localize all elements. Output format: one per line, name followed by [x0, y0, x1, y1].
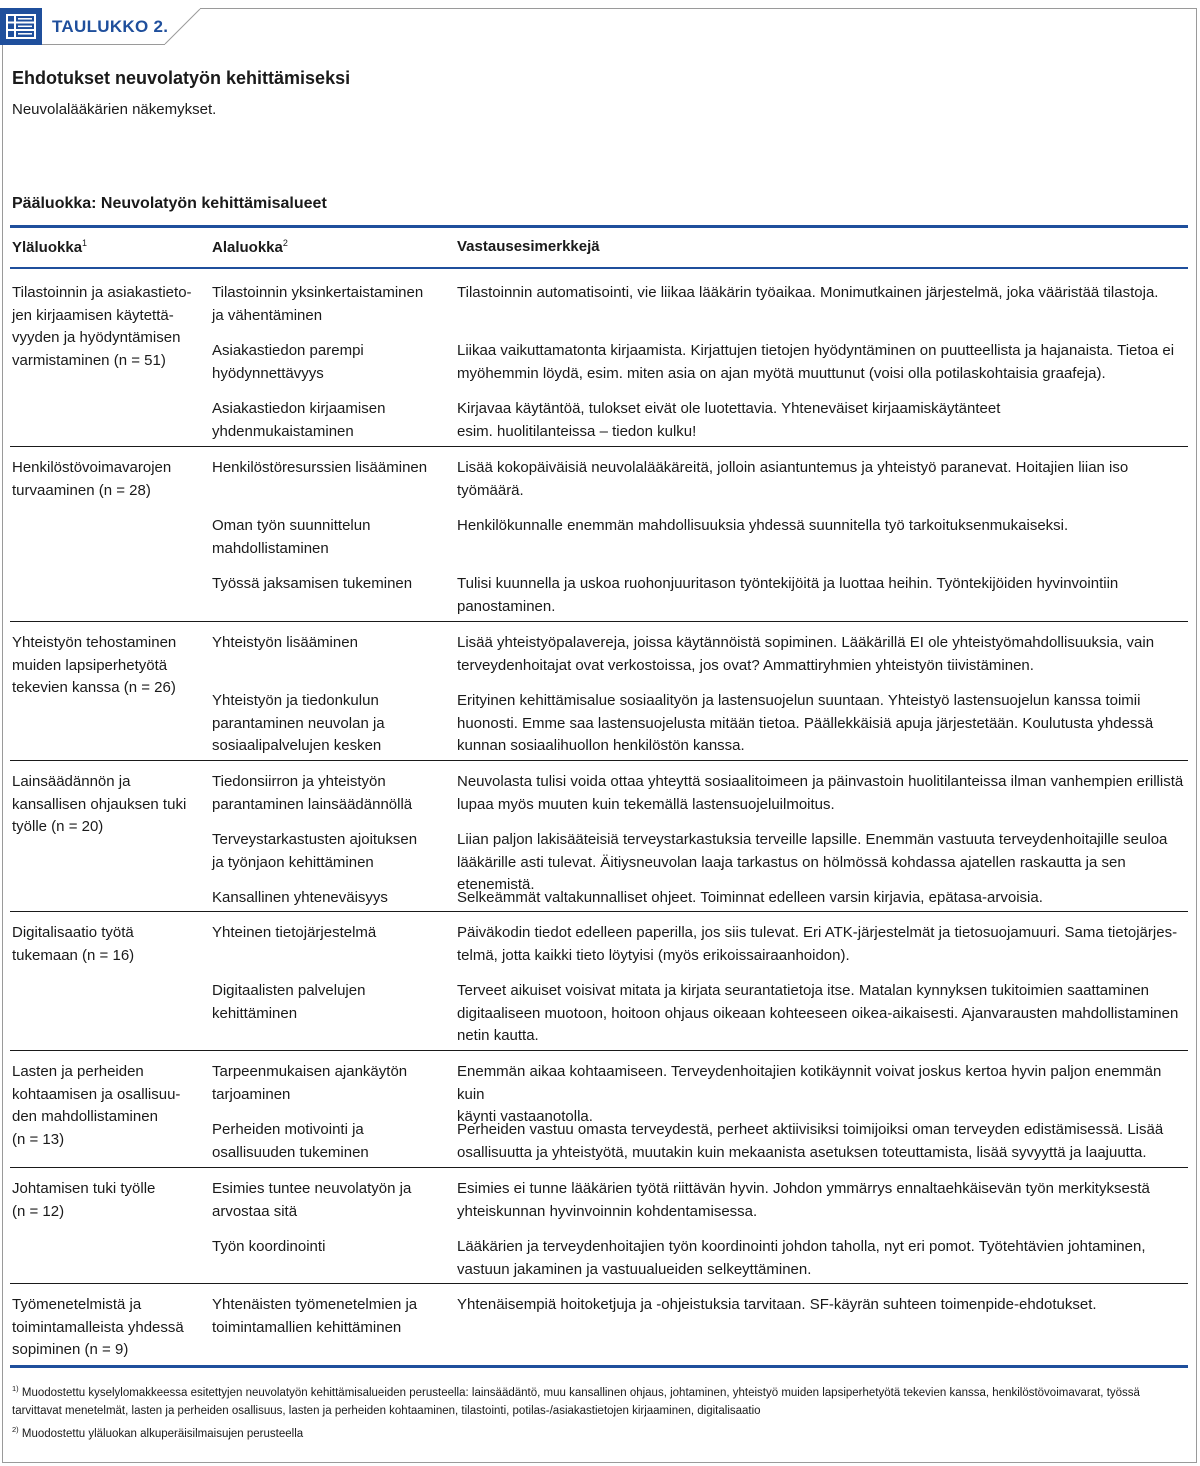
sub-category-cell: Asiakastiedon parempi hyödynnettävyys [212, 342, 364, 382]
example-response-cell: Lisää yhteistyöpalavereja, joissa käytännöistä sopiminen. Lääkärillä EI ole yhteistyömahdollisuuksia, vain terveydenhoitajat ovat verkostoissa, jos ovat? Ammattiryhmien yhteistyön tiivistäminen. [457, 634, 1155, 674]
sub-category-cell: Tarpeenmukaisen ajankäytön tarjoaminen [212, 1063, 408, 1103]
example-response-cell: Liian paljon lakisääteisiä terveystarkastuksia terveille lapsille. Enemmän vastuuta terveydenhoitajille seuloa lääkärille asti tulevat. Äitiysneuvolan laaja tarkastus on hölmössä kohdassa ajatellen raskautta ja sen etenemistä. [457, 831, 1168, 893]
sub-category-cell: Esimies tuntee neuvolatyön ja arvostaa sitä [212, 1180, 412, 1220]
column-header-upper: Yläluokka$^1$ [12, 238, 88, 256]
example-response-cell: Tulisi kuunnella ja uskoa ruohonjuuritason työntekijöitä ja luottaa heihin. Työntekijöiden hyvinvointiin panostaminen. [457, 575, 1119, 615]
upper-category-cell: Työmenetelmistä ja toimintamalleista yhdessä sopiminen (n = 9) [12, 1296, 184, 1358]
sub-category-cell: Tiedonsiirron ja yhteistyön parantaminen lainsäädännöllä [212, 773, 413, 813]
upper-category-cell: Lasten ja perheiden kohtaamisen ja osallisuu- den mahdollistaminen (n = 13) [12, 1063, 181, 1148]
example-response-cell: Kirjavaa käytäntöä, tulokset eivät ole luotettavia. Yhteneväiset kirjaamiskäytänteet esim. huolitilanteissa – tiedon kulku! [457, 400, 1001, 440]
example-response-cell: Enemmän aikaa kohtaamiseen. Terveydenhoitajien kotikäynnit voivat joskus kertoa hyvin paljon enemmän kuin käynti vastaanotolla. [457, 1063, 1162, 1125]
footnote-2: $^{2)}$ Muodostettu yläluokan alkuperäisilmaisujen perusteella [12, 1425, 304, 1440]
sub-category-cell: Digitaalisten palvelujen kehittäminen [212, 982, 366, 1022]
table-group [10, 1283, 1188, 1365]
sub-category-cell: Perheiden motivointi ja osallisuuden tukeminen [212, 1121, 369, 1161]
frame-top-border [200, 8, 1197, 9]
upper-category-cell: Henkilöstövoimavarojen turvaaminen (n = 28) [12, 459, 172, 499]
sub-category-cell: Oman työn suunnittelun mahdollistaminen [212, 517, 371, 557]
table-group [10, 621, 1188, 760]
upper-category-cell: Yhteistyön tehostaminen muiden lapsiperhetyötä tekevien kanssa (n = 26) [12, 634, 177, 696]
sub-category-cell: Työssä jaksamisen tukeminen [212, 575, 413, 592]
example-response-cell: Yhtenäisempiä hoitoketjuja ja -ohjeistuksia tarvitaan. SF-käyrän suhteen toimenpide-ehdotukset. [457, 1296, 1097, 1313]
sub-category-cell: Henkilöstöresurssien lisääminen [212, 459, 428, 476]
table-subtitle: Neuvolalääkärien näkemykset. [12, 101, 217, 118]
table-group [10, 446, 1188, 621]
sub-category-cell: Yhteistyön ja tiedonkulun parantaminen neuvolan ja sosiaalipalvelujen kesken [212, 692, 385, 754]
example-response-cell: Lääkärien ja terveydenhoitajien työn koordinointi johdon taholla, nyt eri pomot. Työtehtävien johtaminen, vastuun jakaminen ja vastuualueiden selkeyttäminen. [457, 1238, 1146, 1278]
upper-category-cell: Johtamisen tuki työlle (n = 12) [12, 1180, 156, 1220]
sub-category-cell: Yhteistyön lisääminen [212, 634, 358, 651]
example-response-cell: Erityinen kehittämisalue sosiaalityön ja lastensuojelun suuntaan. Yhteistyö lastensuojelun kanssa toimii huonosti. Emme saa lastensuojelusta mitään tietoa. Päällekkäisiä apuja järjestetään. Koulutusta yhdessä kunnan sosiaalihuollon henkilöstön kanssa. [457, 692, 1154, 754]
upper-category-cell: Lainsäädännön ja kansallisen ohjauksen tuki työlle (n = 20) [12, 773, 187, 835]
sub-category-cell: Tilastoinnin yksinkertaistaminen ja vähentäminen [212, 284, 424, 324]
column-header-examples: Vastausesimerkkejä [457, 238, 600, 255]
example-response-cell: Terveet aikuiset voisivat mitata ja kirjata seurantatietoja itse. Matalan kynnyksen tukitoimien saattaminen digitaaliseen muotoon, hoitoon ohjaus oikeaan kohteeseen oikea-aikaisesti. Ajanvarausten mahdollistaminen netin kautta. [457, 982, 1179, 1044]
sub-category-cell: Asiakastiedon kirjaamisen yhdenmukaistaminen [212, 400, 386, 440]
example-response-cell: Henkilökunnalle enemmän mahdollisuuksia yhdessä suunnitella työ tarkoituksenmukaiseksi. [457, 517, 1069, 534]
sub-category-cell: Terveystarkastusten ajoituksen ja työnjaon kehittäminen [212, 831, 418, 871]
table-tag [0, 8, 205, 45]
table-title: Ehdotukset neuvolatyön kehittämiseksi [12, 68, 351, 88]
upper-category-cell: Tilastoinnin ja asiakastieto- jen kirjaamisen käytettä- vyyden ja hyödyntämisen varmistaminen (n = 51) [12, 284, 192, 369]
table-group [10, 1050, 1188, 1167]
table-bottom-rule [10, 1365, 1188, 1368]
example-response-cell: Neuvolasta tulisi voida ottaa yhteyttä sosiaalitoimeen ja päinvastoin huolitilanteissa ilman vanhempien erillistä lupaa myös muuten kuin tekemällä lastensuojeluilmoitus. [457, 773, 1184, 813]
example-response-cell: Esimies ei tunne lääkärien työtä riittävän hyvin. Johdon ymmärrys ennaltaehkäisevän työn merkityksestä yhteiskunnan hyvinvoinnin kohdentamisessa. [457, 1180, 1150, 1220]
footnote-1: $^{1)}$ Muodostettu kyselylomakkeessa esitettyjen neuvolatyön kehittämisalueiden perusteella: lainsäädäntö, muu kansallinen ohjaus, johtaminen, yhteistyö muiden lapsiperhetyötä tekevien kanssa, henkilöstövoimavarat, työssä tarvittavat menetelmät, lasten ja perheiden osallisuus, lasten ja perheiden kohtaaminen, tilastointi, potilas-/asiakastietojen kirjaaminen, digitalisaatio [12, 1384, 1140, 1417]
example-response-cell: Tilastoinnin automatisointi, vie liikaa lääkärin työaikaa. Monimutkainen järjestelmä, joka vääristää tilastoja. [457, 284, 1159, 301]
example-response-cell: Lisää kokopäiväisiä neuvolalääkäreitä, jolloin asiantuntemus ja yhteistyö paranevat. Hoitajien liian iso työmäärä. [457, 459, 1129, 499]
sub-category-cell: Yhtenäisten työmenetelmien ja toimintamallien kehittäminen [212, 1296, 418, 1336]
sub-category-cell: Työn koordinointi [212, 1238, 326, 1255]
column-header-sub: Alaluokka$^2$ [212, 238, 288, 256]
table-group [10, 760, 1188, 911]
example-response-cell: Liikaa vaikuttamatonta kirjaamista. Kirjattujen tietojen hyödyntäminen on puutteellista ja hajanaista. Tietoa ei myöhemmin löydä, esim. miten asia on ajan myötä muuttunut (voisi olla potilaskohtaisia graafeja). [457, 342, 1175, 382]
sub-category-cell: Yhteinen tietojärjestelmä [212, 924, 377, 941]
sub-category-cell: Kansallinen yhteneväisyys [212, 889, 388, 906]
upper-category-cell: Digitalisaatio työtä tukemaan (n = 16) [12, 924, 135, 964]
example-response-cell: Perheiden vastuu omasta terveydestä, perheet aktiivisiksi toimijoiksi oman terveyden edistämisessä. Lisää osallisuutta ja yhteistyötä, muutakin kuin mekaanista asetuksen toteuttamista, lisää syvyyttä ja laajuutta. [457, 1121, 1164, 1161]
example-response-cell: Päiväkodin tiedot edelleen paperilla, jos siis tulevat. Eri ATK-järjestelmät ja tietosuojamuuri. Sama tietojärjes- telmä, jotta kaikki tieto löytyisi (myös erikoissairaanhoidon). [457, 924, 1178, 964]
table-tag-label: TAULUKKO 2. [52, 17, 169, 36]
table-group [10, 1167, 1188, 1283]
table-group [10, 270, 1188, 446]
table-header-rule [10, 267, 1188, 269]
main-class-heading: Pääluokka: Neuvolatyön kehittämisalueet [12, 195, 327, 212]
example-response-cell: Selkeämmät valtakunnalliset ohjeet. Toiminnat edelleen varsin kirjavia, epätasa-arvoisia. [457, 889, 1043, 906]
table-header-row [10, 228, 1188, 268]
table-group [10, 911, 1188, 1050]
table-list-icon [0, 8, 42, 45]
